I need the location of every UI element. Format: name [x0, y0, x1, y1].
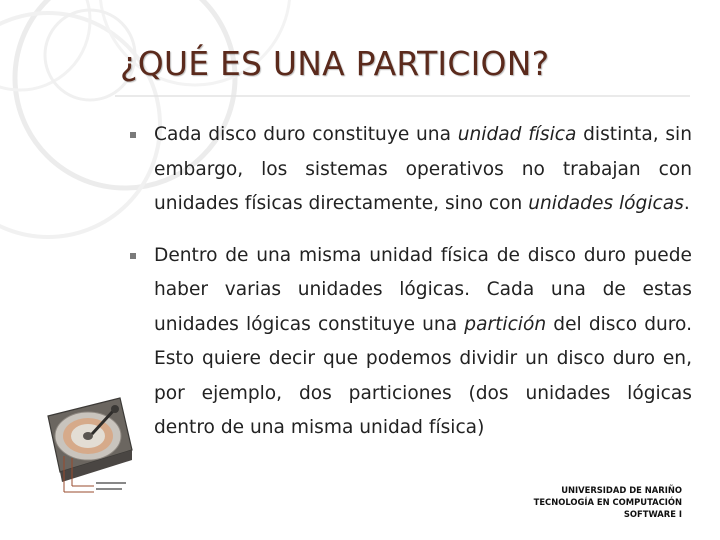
- bullet-text-italic: unidades lógicas: [528, 193, 684, 214]
- bullet-text: [154, 239, 692, 446]
- square-bullet-icon: [130, 132, 136, 138]
- square-bullet-icon: [130, 253, 136, 259]
- footer-credits: [534, 484, 682, 520]
- bullet-item: [130, 239, 692, 446]
- footer-line-course: SOFTWARE I: [623, 509, 682, 519]
- bullet-text-segment: distinta, sin embargo, los sistemas operativos no trabajan con unidades físicas directamente, sino con: [154, 124, 692, 214]
- bullet-text-segment: Cada disco duro constituye una: [154, 124, 458, 145]
- bullet-text-segment: del disco duro. Esto quiere decir que podemos dividir un disco duro en, por ejemplo, dos particiones (dos unidades lógicas dentro de una misma unidad física): [154, 313, 692, 438]
- hard-disk-drive-icon: [42, 388, 134, 496]
- bullet-text-segment: Dentro de una misma unidad física de disco duro puede haber varias unidades lógicas. Cada una de estas unidades lógicas constituye una: [154, 244, 692, 335]
- footer-line-program: TECNOLOGÍA EN COMPUTACIÓN: [533, 497, 682, 507]
- slide-title: ¿QUÉ ES UNA PARTICION?: [120, 44, 550, 83]
- bullet-list: [130, 118, 692, 446]
- bullet-text-segment: .: [683, 193, 690, 214]
- bullet-item: [130, 118, 692, 222]
- bullet-text: [154, 118, 692, 222]
- footer-line-university: UNIVERSIDAD DE NARIÑO: [561, 485, 682, 495]
- bullet-text-italic: partición: [464, 313, 547, 335]
- bullet-text-italic: unidad física: [457, 124, 577, 145]
